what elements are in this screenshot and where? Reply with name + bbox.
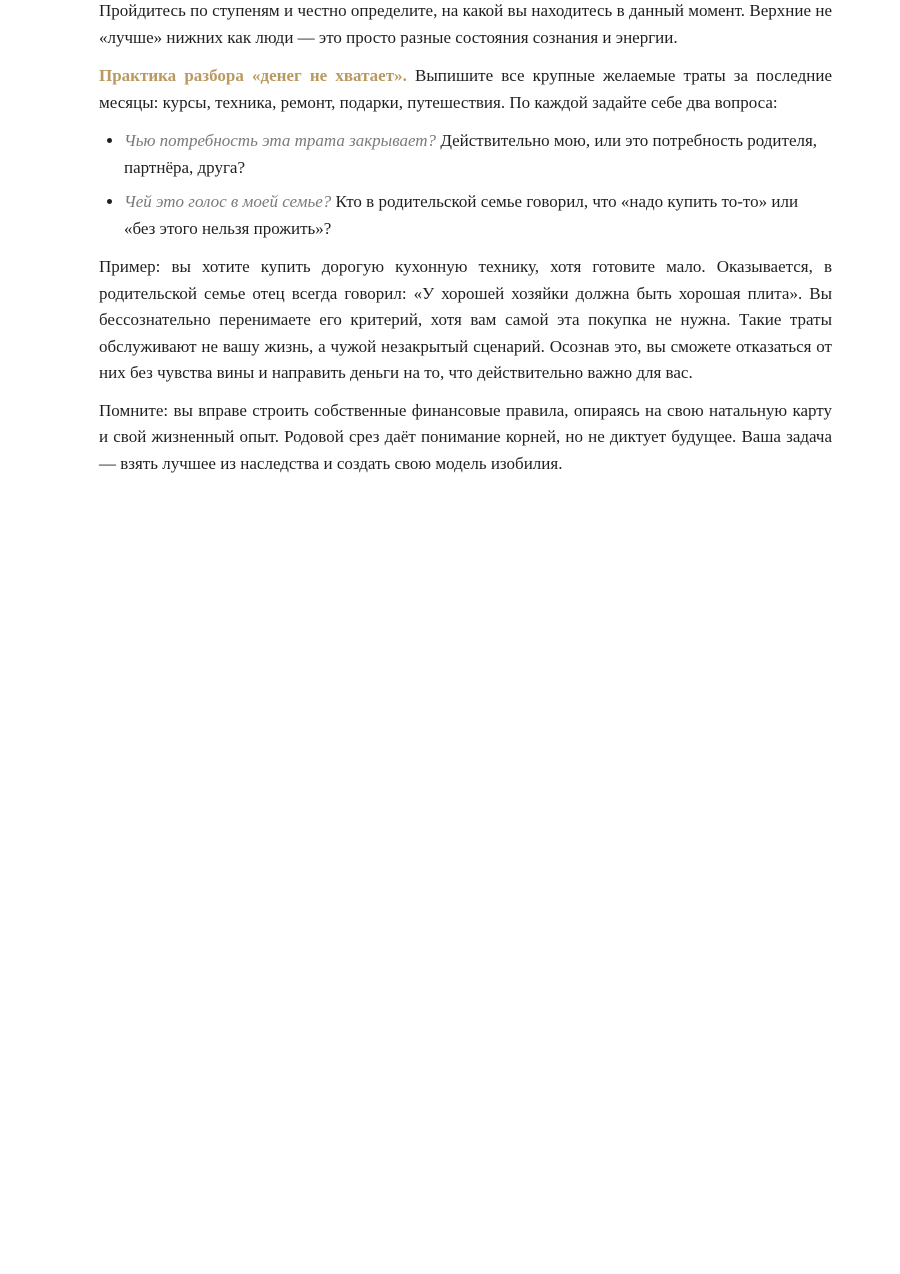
- list-item: [124, 189, 832, 242]
- intro-paragraph: [99, 0, 832, 51]
- list-item: [124, 128, 832, 181]
- example-paragraph: [99, 254, 832, 387]
- questions-list: [99, 128, 832, 242]
- question-label: Чей это голос в моей семье?: [124, 192, 332, 211]
- practice-title: Практика разбора «денег не хватает».: [99, 66, 407, 85]
- question-text: Действительно мою, или это потребность родителя, партнёра, друга?: [124, 131, 818, 177]
- intro-text: Пройдитесь по ступеням и честно определите, на какой вы находитесь в данный момент. Верхние не «лучше» нижних как люди — это просто разные состояния сознания и энергии.: [99, 1, 832, 47]
- document-page: [99, 0, 832, 477]
- reminder-text: Помните: вы вправе строить собственные финансовые правила, опираясь на свою натальную карту и свой жизненный опыт. Родовой срез даёт понимание корней, но не диктует будущее. Ваша задача — взять лучшее из наследства и создать свою модель изобилия.: [99, 400, 832, 473]
- question-label: Чью потребность эта трата закрывает?: [124, 131, 437, 150]
- question-text: Кто в родительской семье говорил, что «надо купить то-то» или «без этого нельзя прожить»?: [124, 192, 799, 238]
- practice-paragraph: [99, 63, 832, 116]
- reminder-paragraph: [99, 398, 832, 478]
- example-text: Пример: вы хотите купить дорогую кухонную технику, хотя готовите мало. Оказывается, в родительской семье отец всегда говорил: «У хорошей хозяйки должна быть хорошая плита». Вы бессознательно перенимаете его критерий, хотя вам самой эта покупка не нужна. Такие траты обслуживают не вашу жизнь, а чужой незакрытый сценарий. Осознав это, вы сможете отказаться от них без чувства вины и направить деньги на то, что действительно важно для вас.: [99, 257, 832, 382]
- practice-text: Выпишите все крупные желаемые траты за последние месяцы: курсы, техника, ремонт, подарки, путешествия. По каждой задайте себе два вопроса:: [99, 66, 832, 112]
